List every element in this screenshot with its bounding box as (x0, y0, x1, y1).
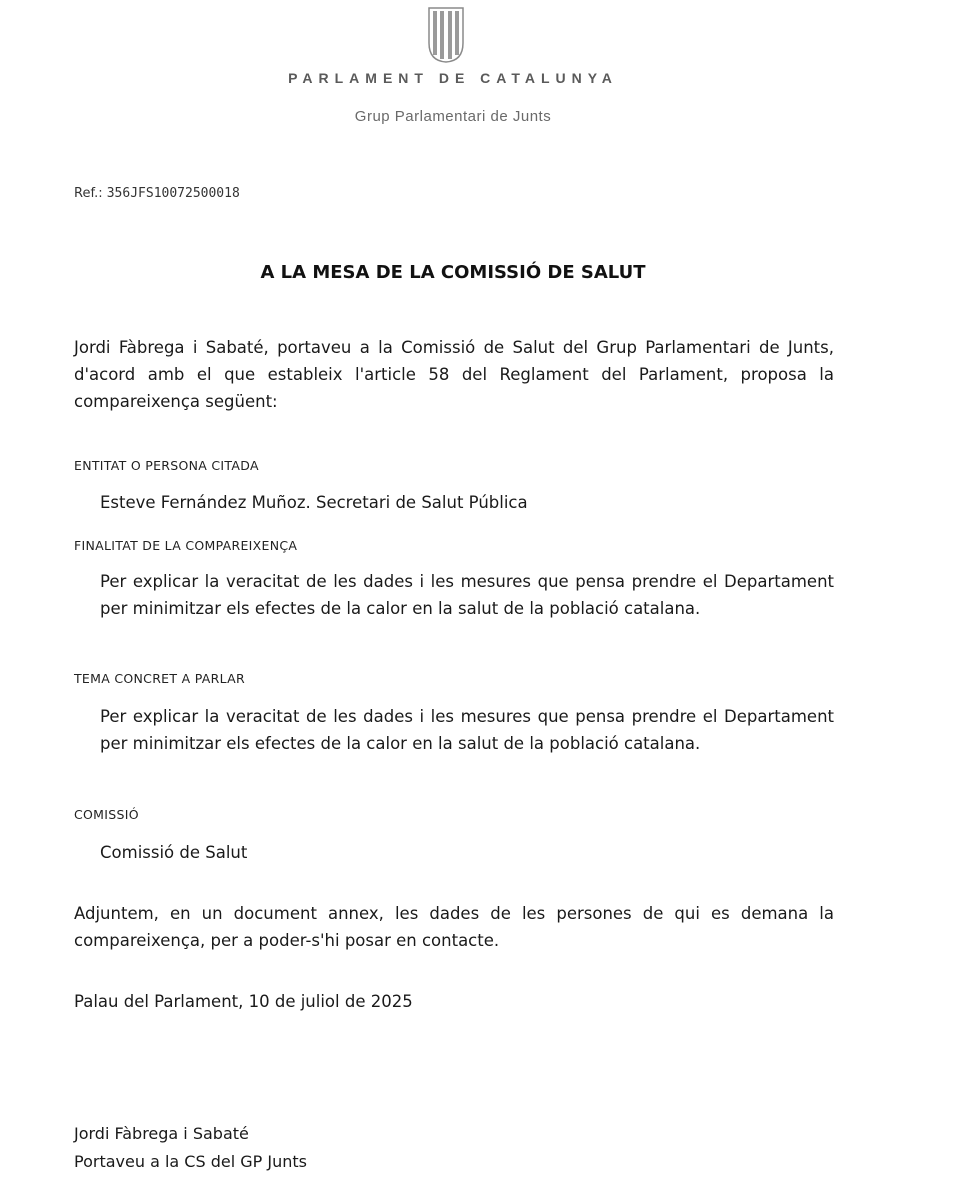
entitat-value: Esteve Fernández Muñoz. Secretari de Salut Pública (100, 493, 528, 512)
comissio-value: Comissió de Salut (100, 843, 248, 862)
intro-paragraph: Jordi Fàbrega i Sabaté, portaveu a la Comissió de Salut del Grup Parlamentari de Junts, d'acord amb el que estableix l'article 58 del Reglament del Parlament, proposa la compareixença següent: (74, 338, 834, 411)
reference-value: 356JFS10072500018 (106, 186, 240, 201)
tema-value: Per explicar la veracitat de les dades i les mesures que pensa prendre el Departament per minimitzar els efectes de la calor en la salut de la població catalana. (100, 707, 834, 753)
signature-name: Jordi Fàbrega i Sabaté (74, 1124, 249, 1143)
institution-name: PARLAMENT DE CATALUNYA (288, 70, 618, 86)
signature-role: Portaveu a la CS del GP Junts (74, 1152, 307, 1171)
group-name: Grup Parlamentari de Junts (354, 108, 552, 125)
entitat-label: ENTITAT O PERSONA CITADA (74, 458, 259, 473)
reference-label: Ref.: (74, 186, 103, 201)
annex-paragraph: Adjuntem, en un document annex, les dades de les persones de qui es demana la compareixença, per a poder-s'hi posar en contacte. (74, 904, 834, 950)
finalitat-value: Per explicar la veracitat de les dades i les mesures que pensa prendre el Departament per minimitzar els efectes de la calor en la salut de la població catalana. (100, 572, 834, 618)
reference (74, 186, 240, 201)
place-date: Palau del Parlament, 10 de juliol de 2025 (74, 992, 413, 1011)
finalitat-label: FINALITAT DE LA COMPAREIXENÇA (74, 538, 298, 553)
document-title: A LA MESA DE LA COMISSIÓ DE SALUT (260, 262, 646, 283)
tema-label: TEMA CONCRET A PARLAR (74, 671, 245, 686)
parlament-seal-icon (428, 7, 464, 63)
comissio-label: COMISSIÓ (74, 807, 139, 822)
